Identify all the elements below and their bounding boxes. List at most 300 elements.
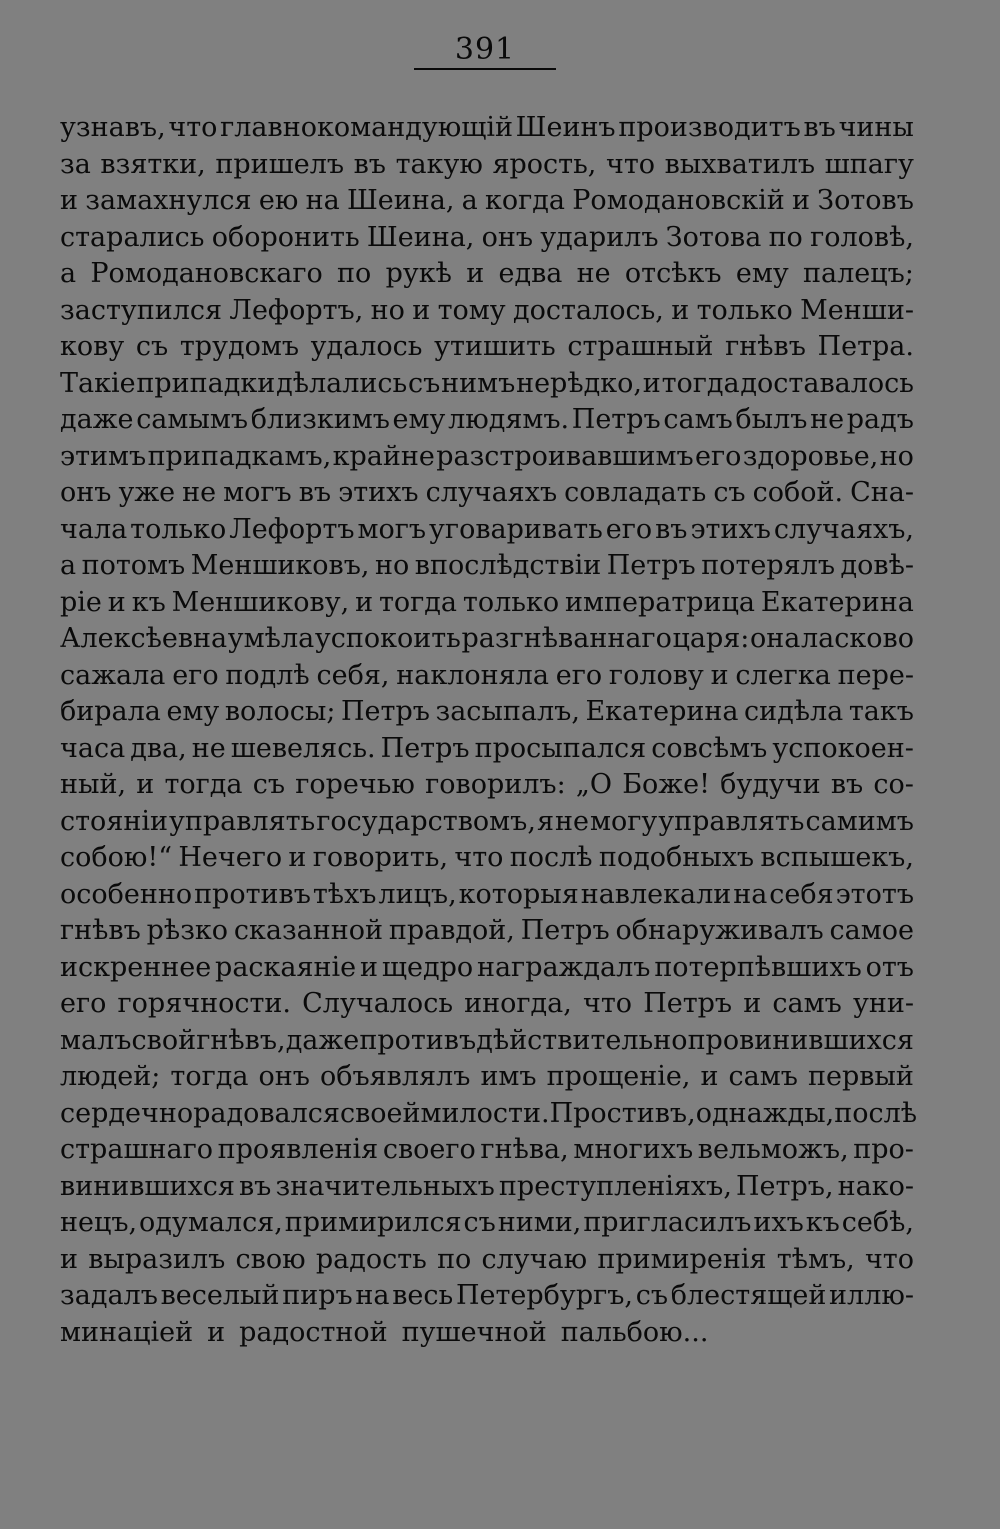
word: заступился xyxy=(60,294,223,326)
word: на xyxy=(355,1280,390,1311)
word: съ xyxy=(635,1280,669,1311)
word: и xyxy=(642,367,661,399)
word: Меншикову, xyxy=(171,586,350,618)
word: винившихся xyxy=(60,1170,235,1202)
word: часа xyxy=(60,732,126,764)
word: рѣзко xyxy=(146,915,229,946)
word: иллю- xyxy=(829,1280,914,1311)
word: самимъ xyxy=(805,805,914,837)
word: совсѣмъ xyxy=(651,732,768,764)
text-line xyxy=(60,1023,914,1060)
text-line xyxy=(60,402,914,439)
word: противъ xyxy=(194,878,311,910)
word: пальбою... xyxy=(560,1316,709,1348)
word: засыпалъ, xyxy=(435,696,580,727)
word: на xyxy=(305,185,340,216)
word: что xyxy=(605,148,656,180)
word: она xyxy=(750,623,801,654)
word: Ромодановскій xyxy=(572,185,785,216)
text-line xyxy=(60,1278,914,1315)
word: радъ xyxy=(846,404,914,435)
word: Случалось xyxy=(302,988,454,1019)
word: значительныхъ xyxy=(275,1170,495,1202)
text-line xyxy=(60,147,914,184)
word: удалось xyxy=(310,331,423,362)
text-line xyxy=(60,585,914,622)
word: а xyxy=(60,258,77,289)
word: ему xyxy=(166,696,220,727)
text-line xyxy=(60,877,914,914)
word: самъ xyxy=(772,988,842,1019)
word: производитъ xyxy=(618,112,801,143)
word: отсѣкъ xyxy=(624,258,722,289)
word: довѣ- xyxy=(840,550,914,581)
word: сердечно xyxy=(60,1097,194,1129)
word: людямъ. xyxy=(448,404,570,435)
word: нако- xyxy=(837,1170,914,1202)
word: старались xyxy=(60,221,205,253)
word: самъ xyxy=(663,404,733,435)
word: противъ xyxy=(359,1024,477,1056)
word: его xyxy=(555,659,603,691)
word: навлекали xyxy=(580,878,732,910)
word: и xyxy=(355,586,374,618)
word: къ xyxy=(805,1207,840,1238)
word: Петръ xyxy=(340,696,430,727)
word: тѣхъ xyxy=(312,878,377,910)
word: искреннее xyxy=(60,951,212,983)
word: говорить, xyxy=(312,842,449,873)
word: „О xyxy=(575,769,613,800)
word: уни- xyxy=(852,988,914,1019)
text-line xyxy=(60,731,914,768)
text-line xyxy=(60,986,914,1023)
word: въ xyxy=(298,477,332,508)
word: весь xyxy=(392,1280,454,1311)
word: щедро xyxy=(381,951,474,983)
word: Нечего xyxy=(178,842,283,873)
word: отъ xyxy=(865,951,914,983)
word: иногда, xyxy=(464,988,572,1019)
word: когда xyxy=(485,185,566,216)
text-line xyxy=(60,913,914,950)
word: и xyxy=(107,586,126,618)
word: Такіе xyxy=(60,367,136,399)
word: въ xyxy=(830,769,864,800)
word: дѣйствительно xyxy=(476,1024,688,1056)
word: потомъ xyxy=(81,550,186,581)
word: гнѣвъ xyxy=(725,331,806,362)
word: тогда xyxy=(164,769,243,800)
word: рукѣ xyxy=(385,258,452,289)
word: объявлялъ xyxy=(319,1061,471,1092)
word: впослѣдствіи xyxy=(414,550,602,581)
word: стояніи xyxy=(60,805,168,837)
word: обнаруживалъ xyxy=(615,915,824,946)
word: людей; xyxy=(60,1061,161,1092)
word: Шеинъ xyxy=(515,112,616,143)
word: пере- xyxy=(837,659,914,691)
word: Менши- xyxy=(800,294,914,326)
word: едва xyxy=(498,258,563,289)
word: и xyxy=(671,294,690,326)
page-number-rule xyxy=(414,68,556,70)
word: пиръ xyxy=(282,1280,353,1311)
word: Петръ xyxy=(606,550,696,581)
word: послѣ xyxy=(509,842,593,873)
word: за xyxy=(60,148,91,180)
word: этотъ xyxy=(835,878,914,910)
word: Петръ xyxy=(520,915,610,946)
word: тогда xyxy=(170,1061,249,1092)
word: ярость, xyxy=(492,148,597,180)
word: ный, xyxy=(60,769,127,800)
word: этихъ xyxy=(338,477,419,508)
text-line xyxy=(60,548,914,585)
word: будучи xyxy=(720,769,821,800)
word: страшнаго xyxy=(60,1134,214,1165)
word: примирился xyxy=(284,1207,462,1238)
word: успокоить xyxy=(314,623,461,654)
word: ему xyxy=(735,258,789,289)
word: Петра. xyxy=(817,331,914,362)
word: дѣлались xyxy=(276,367,408,399)
word: которыя xyxy=(458,878,579,910)
word: съ xyxy=(463,1207,496,1238)
word: но xyxy=(375,550,410,581)
word: его xyxy=(605,513,653,545)
word: и xyxy=(412,294,431,326)
word: въ xyxy=(353,148,386,180)
word: чины xyxy=(838,112,914,143)
word: послѣ xyxy=(834,1097,918,1129)
text-line xyxy=(60,694,914,731)
word: Петръ xyxy=(571,404,661,435)
word: Лефортъ, xyxy=(229,294,364,326)
word: не xyxy=(810,404,845,435)
word: вспышекъ, xyxy=(760,842,914,873)
word: ріе xyxy=(60,586,102,618)
word: страшный xyxy=(567,331,714,362)
word: ихъ xyxy=(753,1207,804,1238)
word: здоровье, xyxy=(742,440,879,472)
word: однажды, xyxy=(695,1097,835,1129)
word: палецъ; xyxy=(803,258,914,289)
text-line xyxy=(60,366,914,403)
word: и xyxy=(60,185,78,216)
word: тогда xyxy=(661,367,740,399)
word: съ xyxy=(408,367,441,399)
word: про- xyxy=(853,1134,914,1165)
text-line xyxy=(60,1059,914,1096)
word: Зотовъ xyxy=(817,185,914,216)
word: съ xyxy=(713,477,746,508)
word: ему xyxy=(392,404,446,435)
word: уговаривать xyxy=(429,513,603,545)
word: самъ xyxy=(728,1061,798,1092)
word: голову xyxy=(608,659,704,691)
word: свой xyxy=(131,1024,197,1056)
word: Екатерина xyxy=(760,586,914,618)
text-line xyxy=(60,439,914,476)
text-line xyxy=(60,1132,914,1169)
word: управлять xyxy=(168,805,316,837)
word: онъ xyxy=(481,221,534,253)
word: слегка xyxy=(735,659,831,691)
word: могу xyxy=(589,805,658,837)
word: ними, xyxy=(497,1207,582,1238)
word: со- xyxy=(873,769,914,800)
word: кову xyxy=(60,331,125,362)
word: сидѣла xyxy=(744,696,844,727)
word: уже xyxy=(118,477,176,508)
word: Боже! xyxy=(622,769,710,800)
text-line xyxy=(60,658,914,695)
word: и xyxy=(136,769,155,800)
word: припадкамъ, xyxy=(147,440,332,472)
word: радость xyxy=(315,1243,427,1275)
word: тому xyxy=(437,294,506,326)
word: оборонить xyxy=(211,221,360,253)
word: радостной xyxy=(239,1316,388,1348)
word: тѣмъ, xyxy=(776,1243,855,1275)
word: самое xyxy=(829,915,914,946)
text-line xyxy=(60,183,914,220)
word: себѣ, xyxy=(841,1207,914,1238)
word: не xyxy=(182,477,217,508)
text-line xyxy=(60,621,914,658)
word: гнѣва, xyxy=(480,1134,569,1165)
word: а xyxy=(60,550,77,581)
word: нимъ xyxy=(441,367,516,399)
word: потерялъ xyxy=(701,550,836,581)
word: Простивъ, xyxy=(549,1097,696,1129)
word: а xyxy=(461,185,478,216)
word: вельможъ, xyxy=(697,1134,849,1165)
word: милости. xyxy=(420,1097,550,1129)
word: наклоняла xyxy=(396,659,549,691)
word: правдой, xyxy=(388,915,515,946)
word: государствомъ, xyxy=(316,805,536,837)
text-line xyxy=(60,1315,914,1352)
word: своего xyxy=(382,1134,476,1165)
word: только xyxy=(462,586,560,618)
word: и xyxy=(792,185,810,216)
word: узнавъ, xyxy=(60,112,166,143)
word: многихъ xyxy=(573,1134,694,1165)
word: чала xyxy=(60,513,128,545)
page-number: 391 xyxy=(454,32,516,67)
word: съ xyxy=(135,331,169,362)
word: выхватилъ xyxy=(664,148,816,180)
word: блестящей xyxy=(670,1280,827,1311)
word: головѣ, xyxy=(810,221,914,253)
word: Сна- xyxy=(850,477,914,508)
word: не xyxy=(191,732,226,764)
word: первый xyxy=(807,1061,914,1092)
word: выразилъ xyxy=(88,1243,226,1275)
word: разгнѣваннаго xyxy=(461,623,672,654)
text-line xyxy=(60,329,914,366)
word: прощеніе, xyxy=(546,1061,691,1092)
word: себя xyxy=(769,878,834,910)
word: говорилъ: xyxy=(425,769,566,800)
word: сажала xyxy=(60,659,166,691)
word: только xyxy=(130,513,227,545)
text-line xyxy=(60,950,914,987)
word: Лефортъ xyxy=(229,513,355,545)
text-line xyxy=(60,475,914,512)
word: въ xyxy=(655,513,688,545)
word: Алексѣевна xyxy=(60,623,228,654)
word: по xyxy=(768,221,803,253)
word: управлять xyxy=(658,805,805,837)
word: разстроивавшимъ xyxy=(436,440,694,472)
word: что xyxy=(864,1243,914,1275)
word: пригласилъ xyxy=(583,1207,752,1238)
text-line xyxy=(60,1169,914,1206)
word: Шеина, xyxy=(366,221,475,253)
word: въ xyxy=(238,1170,272,1202)
word: раскаяніе xyxy=(215,951,357,983)
word: имъ xyxy=(480,1061,537,1092)
text-line xyxy=(60,512,914,549)
word: особенно xyxy=(60,878,193,910)
word: Екатерина xyxy=(585,696,739,727)
word: этихъ xyxy=(690,513,771,545)
word: но xyxy=(370,294,405,326)
word: Меншиковъ, xyxy=(190,550,370,581)
word: Шеина, xyxy=(346,185,455,216)
text-line xyxy=(60,1205,914,1242)
word: не xyxy=(554,805,589,837)
word: такую xyxy=(395,148,483,180)
word: шпагу xyxy=(824,148,914,180)
word: этимъ xyxy=(60,440,147,472)
word: потерпѣвшихъ xyxy=(654,951,862,983)
word: къ xyxy=(131,586,166,618)
word: близкимъ xyxy=(250,404,390,435)
word: малъ xyxy=(60,1024,132,1056)
text-line xyxy=(60,1242,914,1279)
word: по xyxy=(337,258,372,289)
word: и xyxy=(700,1061,719,1092)
word: гнѣвъ, xyxy=(196,1024,286,1056)
word: себя, xyxy=(316,659,390,691)
word: трудомъ xyxy=(179,331,300,362)
word: бирала xyxy=(60,696,161,727)
word: съ xyxy=(252,769,286,800)
word: даже xyxy=(285,1024,360,1056)
word: нерѣдко, xyxy=(516,367,642,399)
word: онъ xyxy=(258,1061,310,1092)
word: его xyxy=(695,440,742,472)
word: сказанной xyxy=(233,915,384,946)
body-text xyxy=(60,110,918,1351)
word: радовался xyxy=(193,1097,340,1129)
word: пришелъ xyxy=(215,148,345,180)
word: утишить xyxy=(434,331,556,362)
text-line xyxy=(60,1096,918,1133)
word: и xyxy=(710,659,729,691)
word: гнѣвъ xyxy=(60,915,141,946)
word: нецъ, xyxy=(60,1207,138,1238)
word: совладать xyxy=(564,477,707,508)
word: подлѣ xyxy=(225,659,310,691)
word: Зотова xyxy=(665,221,762,253)
word: Ромодановскаго xyxy=(90,258,323,289)
word: задалъ xyxy=(60,1280,158,1311)
word: Петръ, xyxy=(736,1170,834,1202)
word: досталось, xyxy=(513,294,664,326)
word: собой. xyxy=(752,477,844,508)
word: умѣла xyxy=(227,623,315,654)
word: собою!“ xyxy=(60,842,173,873)
word: припадки xyxy=(136,367,276,399)
word: награждалъ xyxy=(476,951,651,983)
word: замахнулся xyxy=(85,185,252,216)
word: могъ xyxy=(357,513,427,545)
word: проявленія xyxy=(217,1134,379,1165)
word: его xyxy=(60,988,107,1019)
word: горечью xyxy=(295,769,415,800)
word: могъ xyxy=(223,477,292,508)
word: ласково xyxy=(801,623,914,654)
word: по xyxy=(437,1243,472,1275)
text-line xyxy=(60,840,914,877)
word: два, xyxy=(130,732,187,764)
word: и xyxy=(466,258,485,289)
word: и xyxy=(207,1316,226,1348)
word: своей xyxy=(339,1097,421,1129)
word: пушечной xyxy=(401,1316,547,1348)
word: на xyxy=(733,878,768,910)
word: Петербургъ, xyxy=(455,1280,634,1311)
word: взятки, xyxy=(100,148,206,180)
word: даже xyxy=(60,404,134,435)
word: и xyxy=(60,1243,78,1275)
word: примиренія xyxy=(597,1243,767,1275)
text-line xyxy=(60,293,914,330)
text-line xyxy=(60,256,914,293)
word: веселый xyxy=(160,1280,280,1311)
word: что xyxy=(168,112,218,143)
word: что xyxy=(583,988,633,1019)
word: только xyxy=(696,294,793,326)
text-line xyxy=(60,767,914,804)
word: волосы; xyxy=(224,696,336,727)
word: лицъ, xyxy=(378,878,457,910)
word: случаяхъ xyxy=(425,477,558,508)
word: ею xyxy=(258,185,299,216)
word: онъ xyxy=(60,477,112,508)
word: ударилъ xyxy=(540,221,659,253)
word: случаяхъ, xyxy=(773,513,914,545)
word: подобныхъ xyxy=(598,842,755,873)
word: самымъ xyxy=(136,404,249,435)
word: и xyxy=(288,842,307,873)
word: и xyxy=(743,988,762,1019)
word: успокоен- xyxy=(772,732,914,764)
word: одумался, xyxy=(139,1207,283,1238)
text-line xyxy=(60,220,914,257)
word: крайне xyxy=(332,440,435,472)
word: провинившихся xyxy=(687,1024,914,1056)
word: шевелясь. xyxy=(230,732,376,764)
word: тогда xyxy=(378,586,458,618)
word: просыпался xyxy=(474,732,647,764)
word: не xyxy=(576,258,611,289)
